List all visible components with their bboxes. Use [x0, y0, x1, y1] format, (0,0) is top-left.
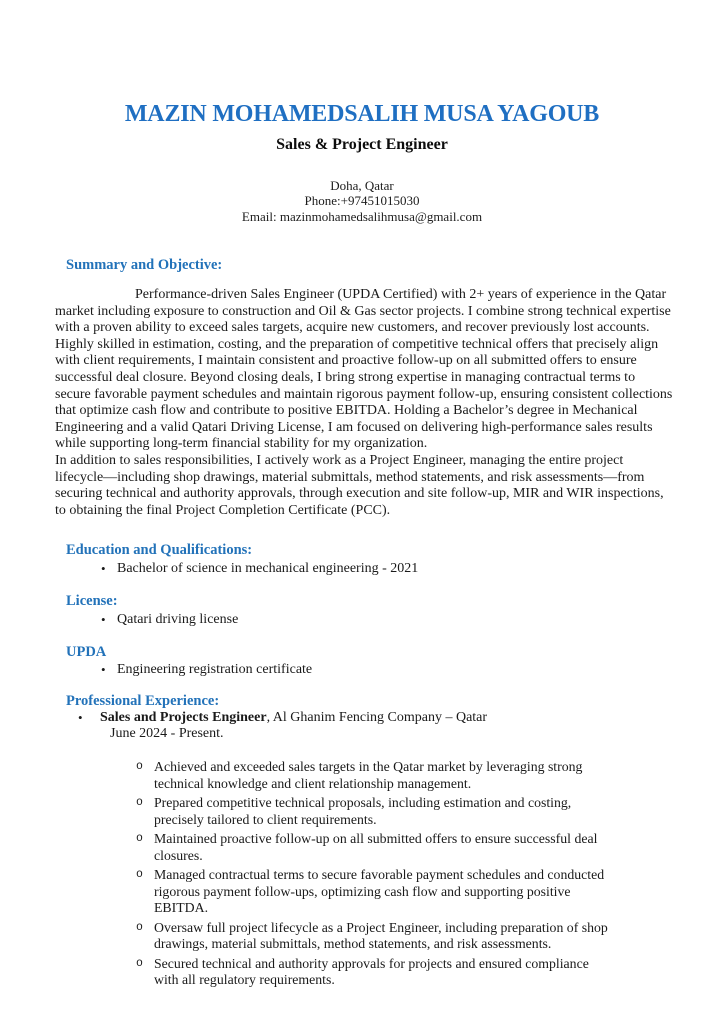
license-item-text: Qatari driving license [117, 612, 239, 627]
experience-bullet-text: Maintained proactive follow-up on all submitted offers to ensure successful deal closures. [154, 831, 598, 863]
experience-bullet-text: Oversaw full project lifecycle as a Project Engineer, including preparation of shop drawings, material submittals, method statements, and risk assessments. [154, 919, 608, 951]
experience-bullet-text: Prepared competitive technical proposals, including estimation and costing, precisely tailored to client requirements. [154, 795, 572, 827]
summary-paragraph-2: In addition to sales responsibilities, I actively work as a Project Engineer, managing the entire project lifecycle—including shop drawings, material submittals, method statements, and risk assessments—from securing technical and authority approvals, through execution and site follow-up, MIR and WIR inspections, to obtaining the final Project Completion Certificate (PCC). [55, 453, 664, 518]
experience-job-company: , Al Ghanim Fencing Company – Qatar [266, 710, 488, 725]
disc-bullet-icon: • [101, 612, 106, 627]
license-list [101, 612, 238, 629]
experience-job-title: Sales and Projects Engineer [100, 710, 267, 725]
circle-bullet-icon: o [136, 920, 143, 934]
education-list [101, 561, 418, 578]
license-section-heading: License: [66, 593, 118, 609]
disc-bullet-icon: • [78, 710, 83, 725]
contact-location: Doha, Qatar [330, 178, 394, 193]
contact-phone: Phone:+97451015030 [304, 193, 420, 209]
list-item [136, 795, 608, 828]
education-section-heading: Education and Qualifications: [66, 542, 253, 558]
list-item [101, 561, 418, 578]
candidate-name: MAZIN MOHAMEDSALIH MUSA YAGOUB [124, 101, 600, 127]
upda-list [101, 662, 312, 679]
experience-section-heading: Professional Experience: [66, 693, 220, 709]
summary-section-heading: Summary and Objective: [66, 257, 223, 273]
contact-block [0, 178, 724, 224]
education-item-text: Bachelor of science in mechanical engineering - 2021 [117, 561, 419, 576]
summary-paragraph-1: Performance-driven Sales Engineer (UPDA Certified) with 2+ years of experience in the Qatar market including exposure to construction and Oil & Gas sector projects. I combine strong technical expertise with a proven ability to exceed sales targets, acquire new customers, and recover previously lost accounts. Highly skilled in estimation, costing, and the preparation of competitive technical offers that precisely align with client requirements, I maintain consistent and proactive follow-up on all submitted offers to ensure successful deal closure. Beyond closing deals, I bring strong expertise in managing contractual terms to secure favorable payment schedules and maintain rigorous payment follow-up, ensuring consistent collections that optimize cash flow and contribute to positive EBITDA. Holding a Bachelor’s degree in Mechanical Engineering and a valid Qatari Driving License, I am focused on delivering high-performance sales results while supporting long-term financial stability for my organization. [55, 287, 673, 452]
experience-bullet-list [136, 759, 608, 992]
experience-job-text [100, 710, 487, 727]
upda-item-text: Engineering registration certificate [117, 662, 313, 677]
list-item [101, 612, 238, 629]
list-item [136, 867, 608, 917]
experience-bullet-text: Managed contractual terms to secure favorable payment schedules and conducted rigorous payment follow-ups, optimizing cash flow and supporting positive EBITDA. [154, 867, 605, 915]
circle-bullet-icon: o [136, 956, 143, 970]
contact-email: Email: mazinmohamedsalihmusa@gmail.com [241, 208, 483, 224]
list-item [136, 920, 608, 953]
experience-bullet-text: Secured technical and authority approvals for projects and ensured compliance with all regulatory requirements. [154, 955, 589, 987]
circle-bullet-icon: o [136, 796, 143, 809]
experience-dates: June 2024 - Present. [110, 726, 224, 741]
upda-section-heading: UPDA [66, 644, 107, 660]
circle-bullet-icon: o [136, 868, 143, 881]
experience-bullet-text: Achieved and exceeded sales targets in the Qatar market by leveraging strong technical knowledge and client relationship management. [154, 759, 583, 791]
list-item [136, 956, 608, 989]
list-item [136, 831, 608, 864]
candidate-job-title: Sales & Project Engineer [276, 136, 448, 153]
circle-bullet-icon: o [136, 832, 143, 845]
circle-bullet-icon: o [136, 760, 143, 773]
experience-job-line [78, 710, 638, 727]
disc-bullet-icon: • [101, 561, 106, 576]
disc-bullet-icon: • [101, 662, 106, 677]
list-item [136, 759, 608, 792]
list-item [101, 662, 312, 679]
